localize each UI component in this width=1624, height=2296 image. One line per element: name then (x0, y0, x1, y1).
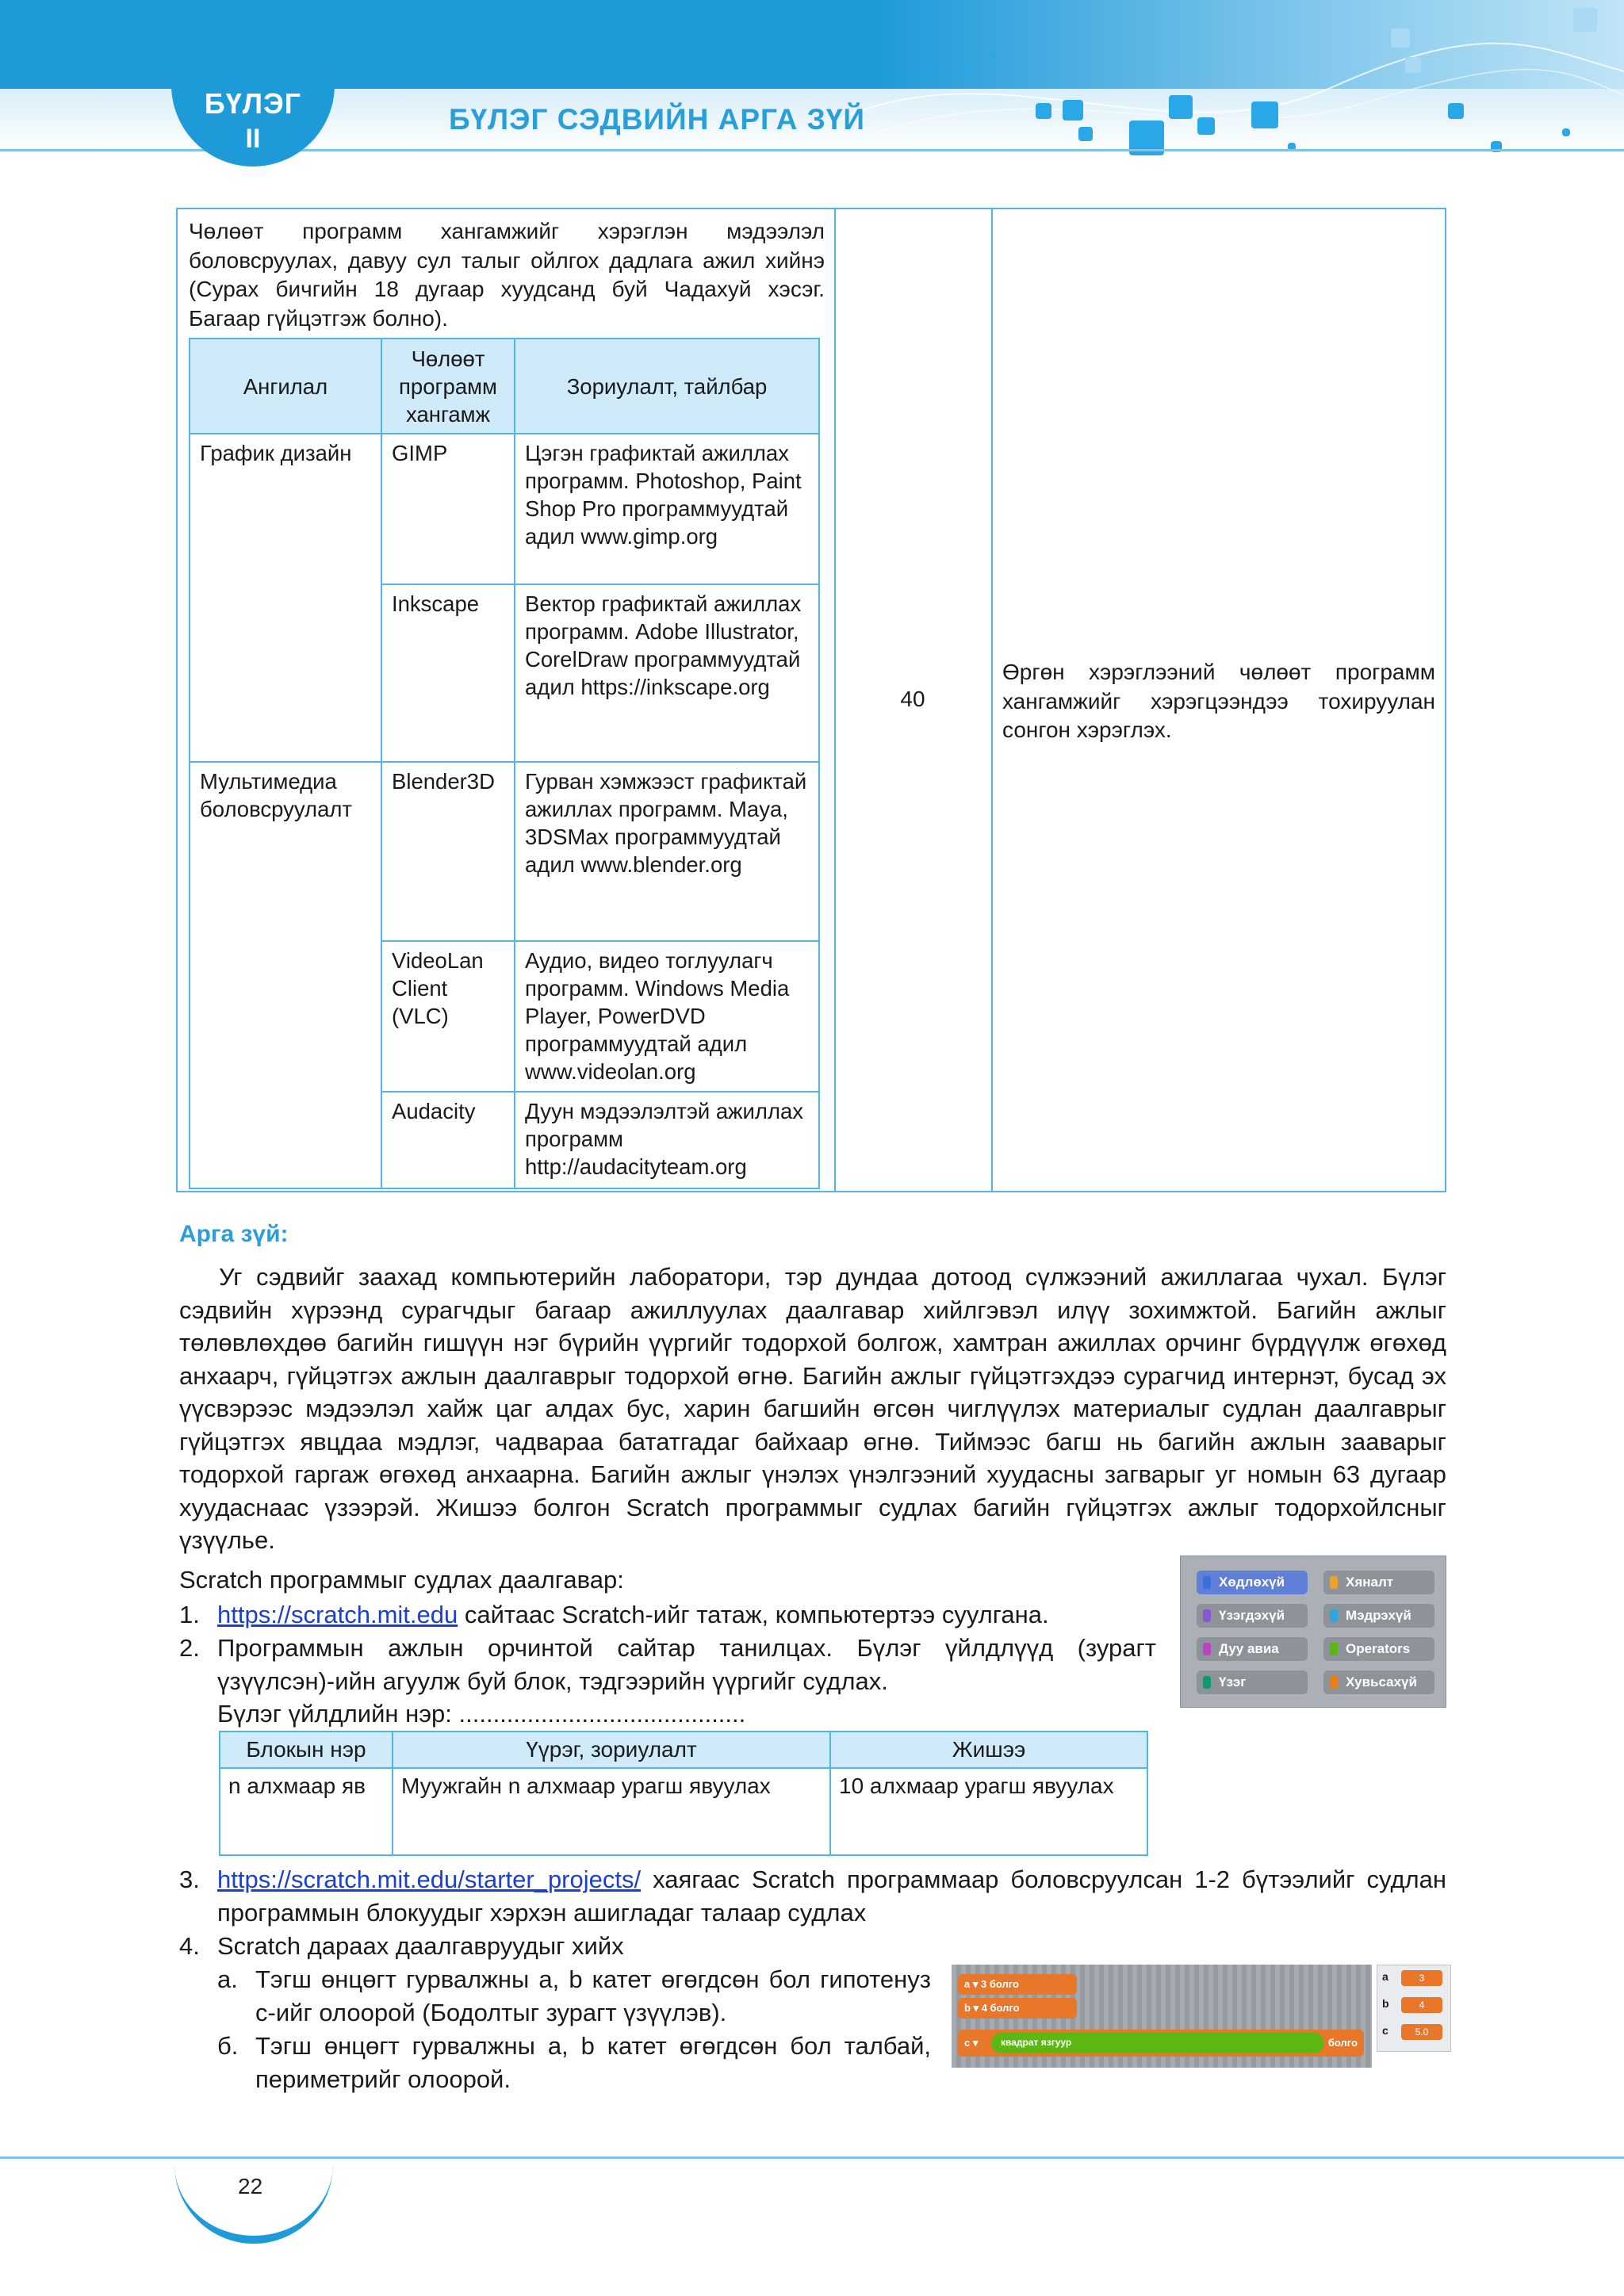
description-cell: Дуун мэдээлэлтэй ажиллах программ http://audacityteam.org (515, 1092, 819, 1188)
block-name-cell: n алхмаар яв (220, 1768, 393, 1855)
chapter-badge (171, 48, 335, 166)
deco-square (1573, 8, 1597, 32)
deco-square (1197, 117, 1215, 135)
category-color-icon (1203, 1609, 1211, 1622)
description-cell: Гурван хэмжээст графиктай ажиллах программ. Maya, 3DSMax программуудтай адил www.blender.org (515, 762, 819, 941)
list-item-text: сайтаас Scratch-ийг татаж, компьютертээ суулгана. (458, 1601, 1049, 1628)
category-color-icon (1330, 1576, 1338, 1589)
page-number: 22 (238, 2174, 263, 2198)
variable-name: a (1382, 1970, 1388, 1983)
page-title: БҮЛЭГ СЭДВИЙН АРГА ЗҮЙ (449, 103, 866, 136)
category-color-icon (1203, 1576, 1211, 1589)
block-example-cell: 10 алхмаар урагш явуулах (830, 1768, 1147, 1855)
software-cell: Blender3D (381, 762, 515, 941)
deco-square (1391, 29, 1410, 48)
task-item-4a (217, 1963, 931, 2029)
list-item-text: Scratch дараах даалгавруудыг хийх (217, 1932, 624, 1960)
block-purpose-cell: Муужгайн n алхмаар урагш явуулах (393, 1768, 830, 1855)
column-header: Чөлөөт программ хангамж (381, 339, 515, 434)
task-item-3 (179, 1863, 1446, 1929)
list-item-text: Тэгш өнцөгт гурвалжны a, b катет өгөгдсөн бол гипотенуз c-ийг олоорой (Бодолтыг зурагт үзүүлэв). (255, 1965, 931, 2026)
free-software-table (189, 338, 820, 1189)
category-color-icon (1330, 1643, 1338, 1655)
column-header: Үүрэг, зориулалт (393, 1732, 830, 1768)
sqrt-operator-block (991, 2033, 1324, 2053)
chapter-badge-label: БҮЛЭГ (204, 87, 302, 120)
section-heading: Арга зүй: (179, 1221, 289, 1247)
list-number: 2. (179, 1634, 200, 1662)
variable-value: 3 (1401, 1970, 1442, 1986)
category-pen: Үзэг (1197, 1670, 1308, 1694)
category-operators: Operators (1323, 1637, 1434, 1661)
task-item-1 (179, 1598, 1170, 1632)
task-item-4b (217, 2030, 931, 2095)
variable-monitors (1377, 1965, 1451, 2052)
list-item-text: Программын ажлын орчинтой сайтар танилцах. Бүлэг үйлдлүүд (зурагт үзүүлсэн)-ийн агуулж буй блок, тэдгээрийн үүргийг судлах. (217, 1634, 1156, 1695)
set-b-block: b ▾ 4 болго (958, 1998, 1077, 2019)
deco-square (964, 67, 972, 75)
list-number: 1. (179, 1601, 200, 1628)
software-cell: VideoLan Client (VLC) (381, 941, 515, 1092)
category-motion: Хөдлөхүй (1197, 1571, 1308, 1594)
list-number: 3. (179, 1866, 200, 1893)
category-sensing: Мэдрэхүй (1323, 1604, 1434, 1628)
task-item-2 (179, 1632, 1156, 1731)
scratch-script-screenshot (952, 1965, 1372, 2068)
category-cell: Мультимедиа боловсруулалт (190, 762, 381, 1188)
category-color-icon (1203, 1676, 1211, 1689)
chapter-badge-number: II (245, 124, 261, 154)
block-label: квадрат язгуур (1001, 2037, 1072, 2048)
category-color-icon (1203, 1643, 1211, 1655)
category-control: Хяналт (1323, 1571, 1434, 1594)
deco-square (1063, 100, 1083, 121)
variable-name: b (1382, 1997, 1389, 2010)
deco-square (1036, 103, 1051, 119)
task-title: Scratch программыг судлах даалгавар: (179, 1566, 624, 1594)
block-label: c ▾ (964, 2037, 979, 2049)
deco-square (1448, 103, 1464, 119)
category-looks: Үзэгдэхүй (1197, 1604, 1308, 1628)
table-row (220, 1768, 1147, 1855)
table-row (190, 762, 819, 941)
software-cell: Audacity (381, 1092, 515, 1188)
block-table (219, 1731, 1148, 1856)
set-a-block: a ▾ 3 болго (958, 1974, 1077, 1995)
category-color-icon (1330, 1609, 1338, 1622)
scratch-site-link[interactable]: https://scratch.mit.edu (217, 1601, 458, 1628)
duration-minutes: 40 (900, 687, 925, 711)
activity-intro: Чөлөөт программ хангамжийг хэрэглэн мэдээлэл боловсруулах, давуу сул талыг ойлгох дадлага ажил хийнэ (Сурах бичгийн 18 дугаар хуудсанд буй Чадахуй хэсэг. Багаар гүйцэтгэж болно). (189, 219, 825, 331)
learning-outcome: Өргөн хэрэглээний чөлөөт программ хангамжийг хэрэгцээндээ тохируулан сонгон хэрэглэх. (1002, 660, 1435, 742)
list-item-text: хаягаас Scratch программаар боловсруулсан 1-2 бүтээлийг судлан программын блокуудыг хэрхэн ашигладаг талаар судлах (217, 1866, 1446, 1927)
lesson-table-divider (991, 208, 993, 1192)
software-cell: Inkscape (381, 584, 515, 762)
lesson-table-divider (834, 208, 836, 1192)
scratch-categories-screenshot (1180, 1556, 1446, 1708)
list-number: б. (217, 2032, 239, 2060)
list-item-text: Тэгш өнцөгт гурвалжны a, b катет өгөгдсөн бол талбай, периметрийг олоорой. (255, 2032, 931, 2093)
category-sound: Дуу авиа (1197, 1637, 1308, 1661)
variable-value: 4 (1401, 1997, 1442, 2013)
category-cell: График дизайн (190, 434, 381, 762)
category-color-icon (1330, 1676, 1338, 1689)
header-wave-decoration (841, 0, 1624, 159)
block-label: болго (1327, 2037, 1358, 2049)
deco-square (1405, 57, 1421, 73)
column-header: Зориулалт, тайлбар (515, 339, 819, 434)
column-header: Ангилал (190, 339, 381, 434)
deco-square (1251, 101, 1278, 128)
group-name-line: Бүлэг үйлдлийн нэр: .......................................... (217, 1700, 746, 1728)
method-paragraph: Уг сэдвийг заахад компьютерийн лаборатори, тэр дундаа дотоод сүлжээний ажиллагаа чухал. Бүлэг сэдвийн хүрээнд сурагчдыг багаар ажиллуулах даалгавар хийлгэвэл илүү зохимжтой. Багийн ажлыг төлөвлөхдөө багийн гишүүн нэг бүрийн үүргийг тодорхой болгож, хамтран ажиллах орчинг бүрдүүлж өгөхөд анхаарч, гүйцэтгэх ажлын даалгаврыг тодорхой өгнө. Багийн ажлыг гүйцэтгэхдээ сурагчид интернэт, бусад эх үүсвэрээс мэдээлэл хайж цаг алдах бус, харин багшийн өгсөн чиглүүлэх материалыг судлан даалгаврыг гүйцэтгэх явцдаа мэдлэг, чадвараа бататгадаг байхаар өгнө. Тиймээс багш нь багийн ажлын заавaрыг тодорхой гаргаж өгөхөд анхаарна. Багийн ажлыг үнэлэх үнэлгээний хуудасны загварыг уг номын 63 дугаар хуудаснаас үзээрэй. Жишээ болгон Scratch программыг судлах багийн гүйцэтгэх ажлыг тодорхойлсныг үзүүлье. (179, 1263, 1446, 1554)
description-cell: Аудио, видео тоглуулагч программ. Windows Media Player, PowerDVD программуудтай адил www.videolan.org (515, 941, 819, 1092)
column-header: Жишээ (830, 1732, 1147, 1768)
column-header: Блокын нэр (220, 1732, 393, 1768)
deco-square (1078, 127, 1093, 141)
deco-square (1169, 95, 1193, 119)
description-cell: Вектор графиктай ажиллах программ. Adobe Illustrator, CorelDraw программуудтай адил https://inkscape.org (515, 584, 819, 762)
deco-square (1562, 128, 1570, 136)
deco-square (990, 52, 996, 59)
variable-name: c (1382, 2024, 1388, 2037)
table-row (190, 434, 819, 584)
list-number: 4. (179, 1932, 200, 1960)
task-item-4 (179, 1930, 972, 1963)
variable-value: 5.0 (1401, 2024, 1442, 2040)
starter-projects-link[interactable]: https://scratch.mit.edu/starter_projects/ (217, 1866, 642, 1893)
category-variables: Хувьсахүй (1323, 1670, 1434, 1694)
software-cell: GIMP (381, 434, 515, 584)
list-number: а. (217, 1965, 238, 1993)
description-cell: Цэгэн графиктай ажиллах программ. Photoshop, Paint Shop Pro программуудтай адил www.gimp.org (515, 434, 819, 584)
